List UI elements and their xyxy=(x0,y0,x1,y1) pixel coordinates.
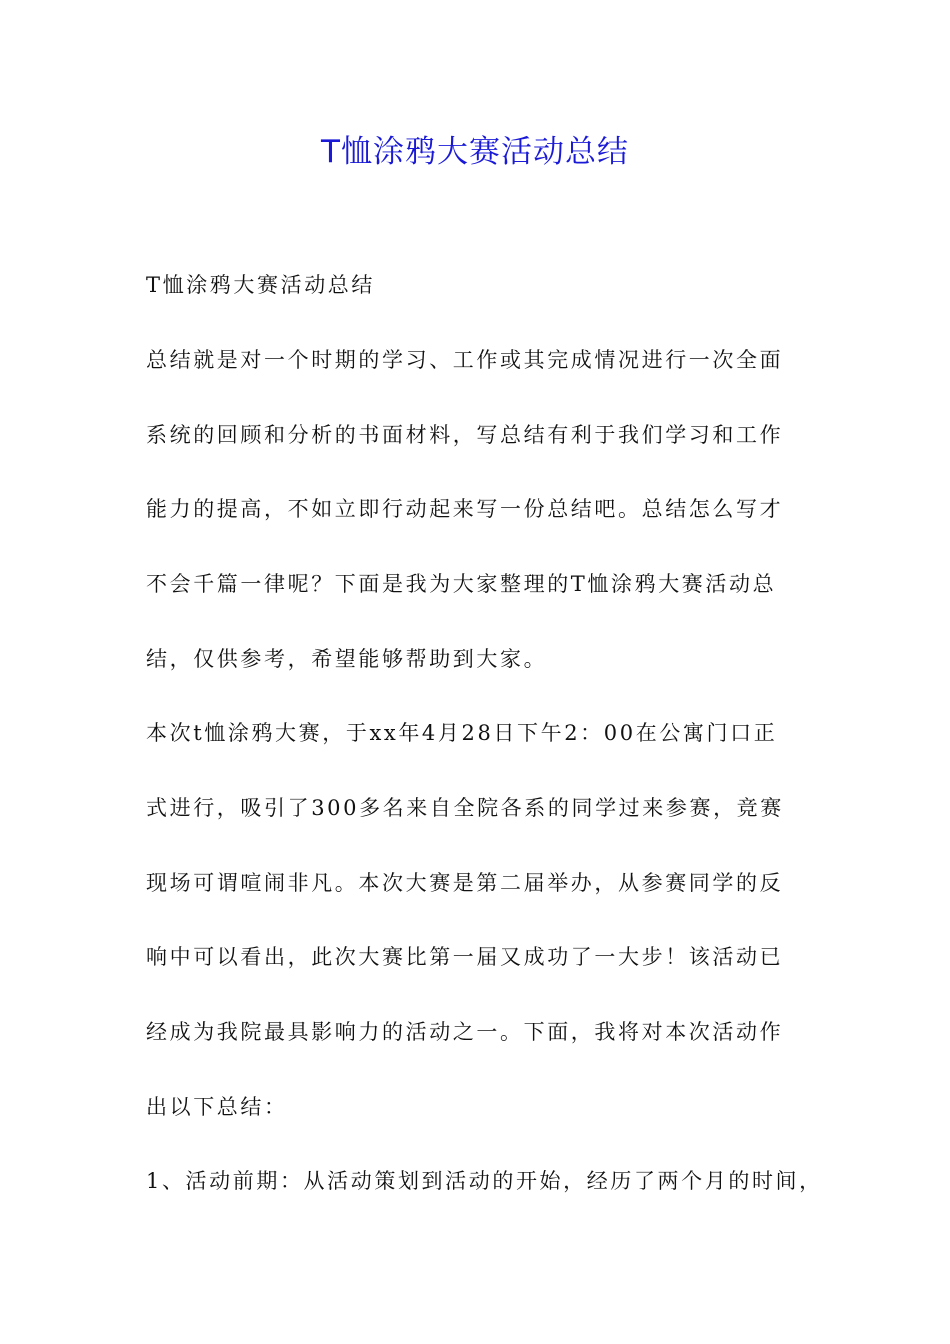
body-line: 本次t恤涂鸦大赛，于xx年4月28日下午2：00在公寓门口正 xyxy=(146,721,778,745)
body-line: 不会千篇一律呢？下面是我为大家整理的T恤涂鸦大赛活动总 xyxy=(146,572,777,596)
body-line: 结，仅供参考，希望能够帮助到大家。 xyxy=(146,647,548,671)
body-line: 1、活动前期：从活动策划到活动的开始，经历了两个月的时间， xyxy=(146,1169,823,1193)
subtitle-line: T恤涂鸦大赛活动总结 xyxy=(146,273,376,297)
body-line: 响中可以看出，此次大赛比第一届又成功了一大步！该活动已 xyxy=(146,945,784,969)
body-line: 系统的回顾和分析的书面材料，写总结有利于我们学习和工作 xyxy=(146,423,784,447)
body-line: 出以下总结： xyxy=(146,1095,288,1119)
body-line: 经成为我院最具影响力的活动之一。下面，我将对本次活动作 xyxy=(146,1020,784,1044)
body-line: 能力的提高，不如立即行动起来写一份总结吧。总结怎么写才 xyxy=(146,497,784,521)
body-line: 现场可谓喧闹非凡。本次大赛是第二届举办，从参赛同学的反 xyxy=(146,871,784,895)
body-line: 式进行，吸引了300多名来自全院各系的同学过来参赛，竞赛 xyxy=(146,796,784,820)
body-line: 总结就是对一个时期的学习、工作或其完成情况进行一次全面 xyxy=(146,348,784,372)
document-title: T恤涂鸦大赛活动总结 xyxy=(321,134,629,170)
